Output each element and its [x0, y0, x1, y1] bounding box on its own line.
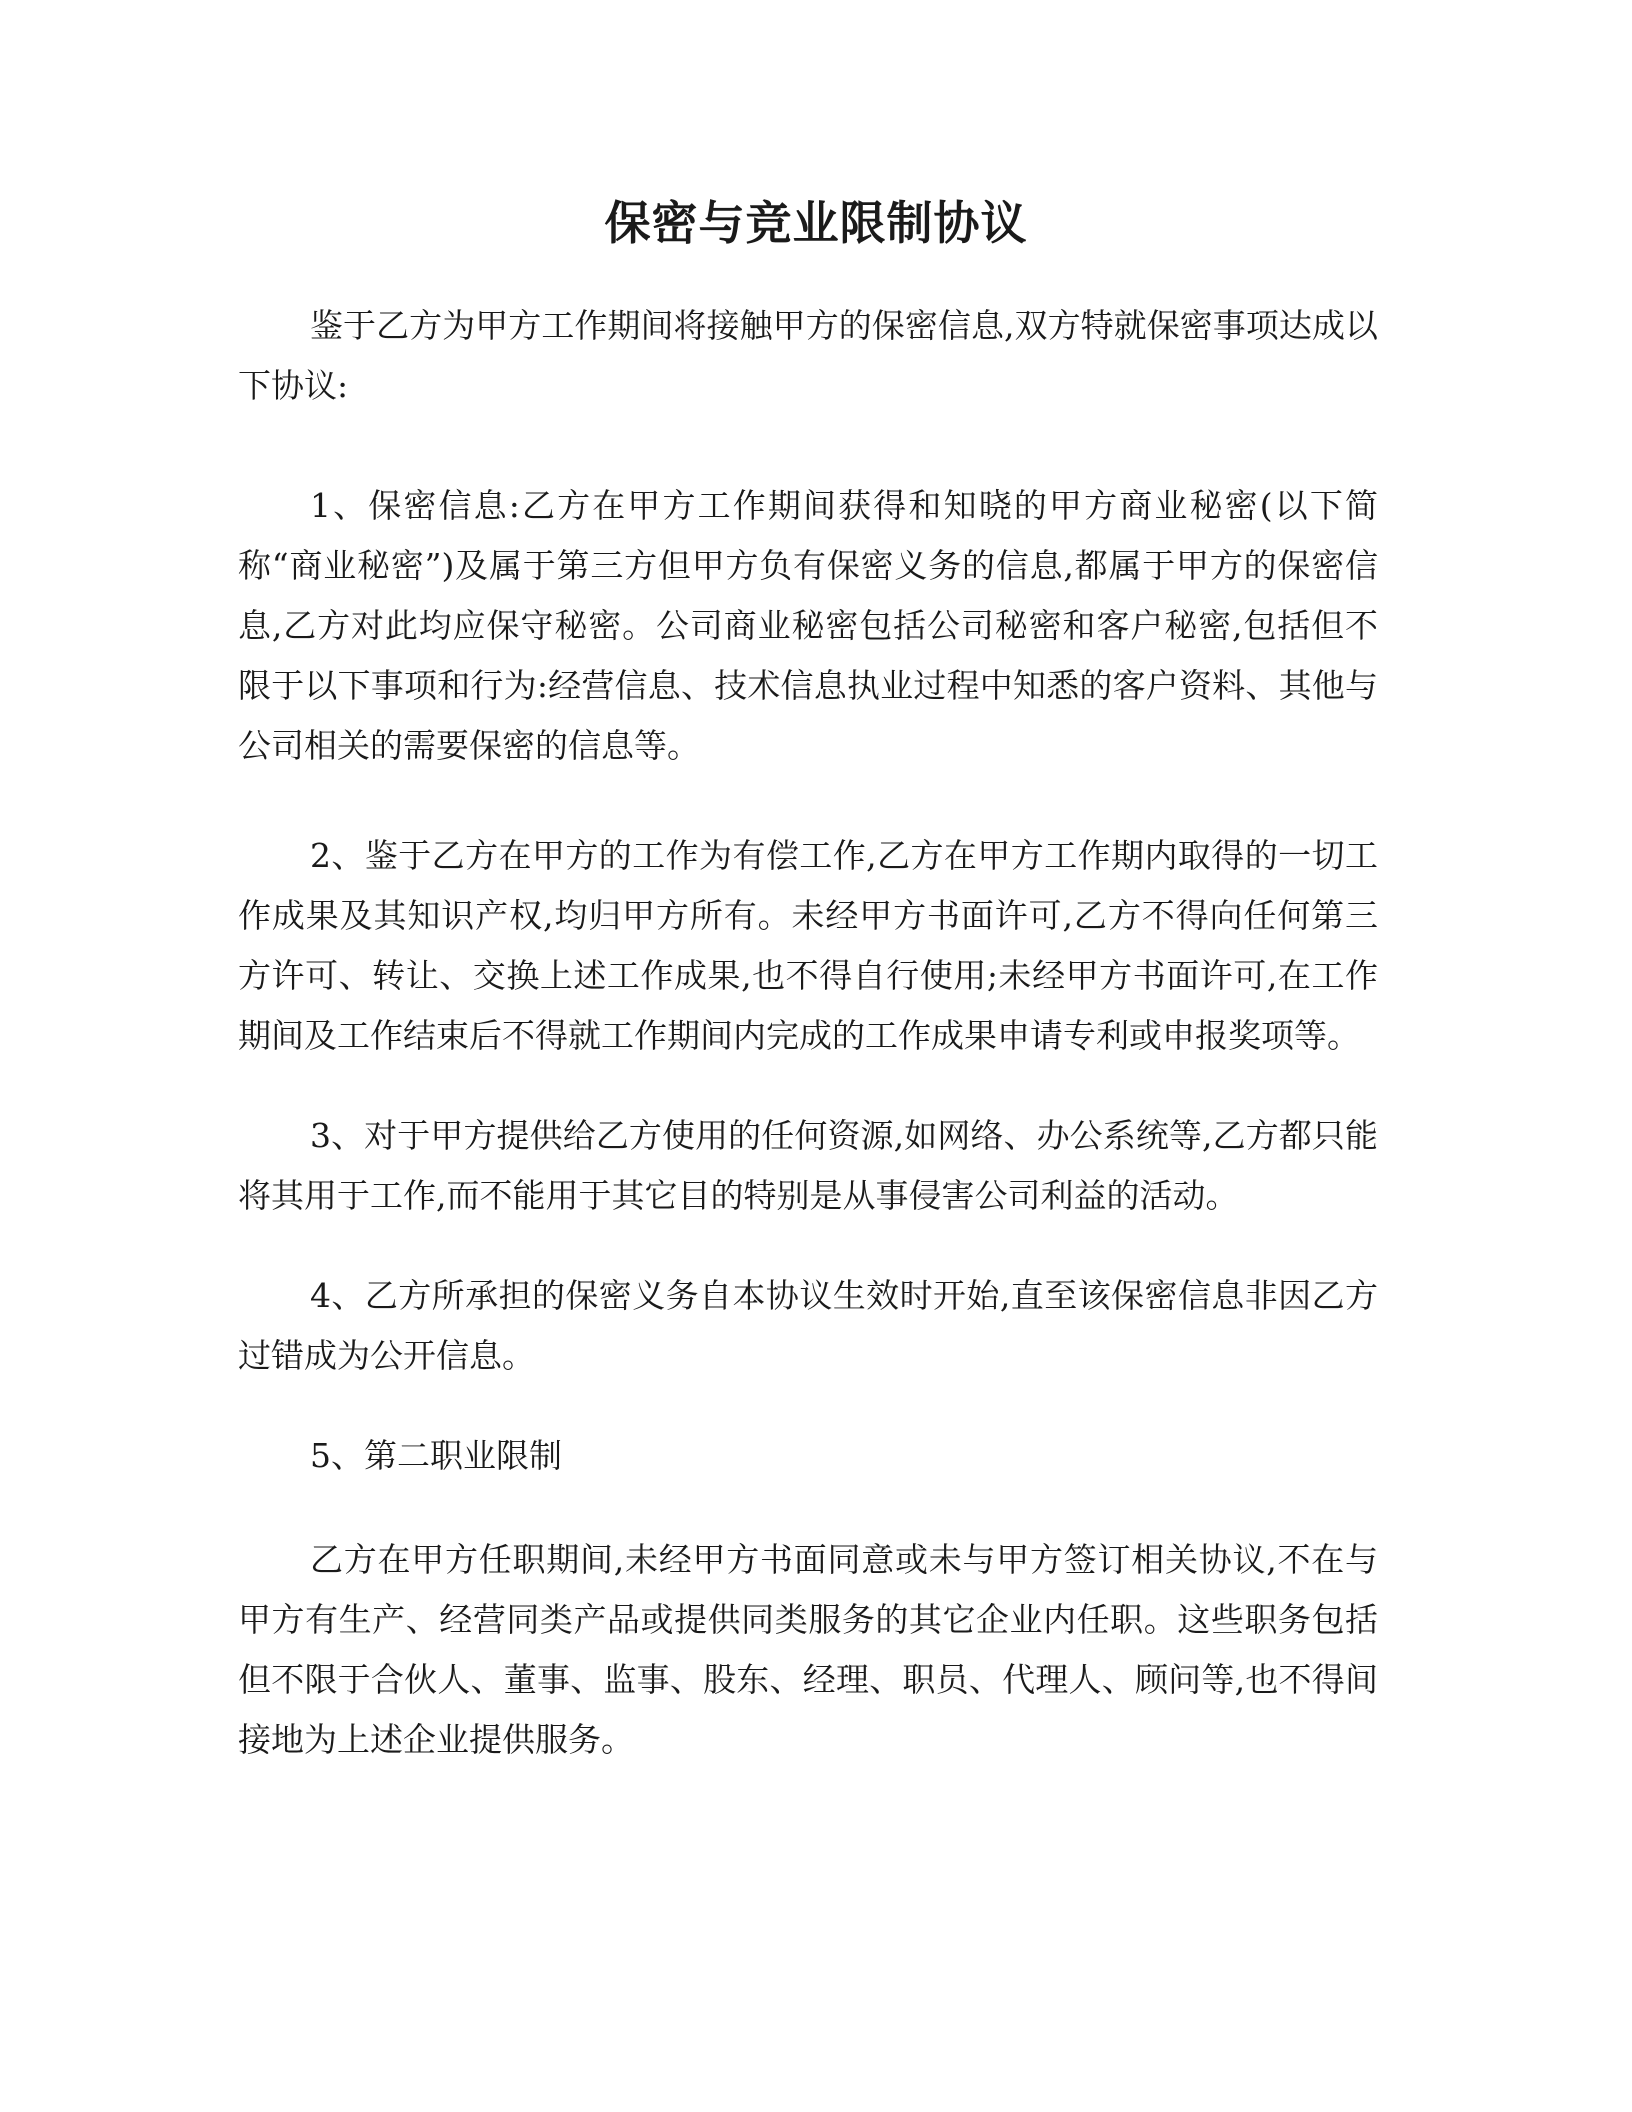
paragraph-second-job-restriction: 乙方在甲方任职期间,未经甲方书面同意或未与甲方签订相关协议,不在与甲方有生产、经营同类产品或提供同类服务的其它企业内任职。这些职务包括但不限于合伙人、董事、监事、股东、经理、职员、代理人、顾问等,也不得间接地为上述企业提供服务。 — [238, 1540, 1378, 1759]
paragraph-confidential-info: 1、保密信息:乙方在甲方工作期间获得和知晓的甲方商业秘密(以下简称“商业秘密”)及属于第三方但甲方负有保密义务的信息,都属于甲方的保密信息,乙方对此均应保守秘密。公司商业秘密包括公司秘密和客户秘密,包括但不限于以下事项和行为:经营信息、技术信息执业过程中知悉的客户资料、其他与公司相关的需要保密的信息等。 — [238, 486, 1378, 765]
paragraph-intro: 鉴于乙方为甲方工作期间将接触甲方的保密信息,双方特就保密事项达成以下协议: — [238, 306, 1378, 405]
paragraph-second-job-heading: 5、第二职业限制 — [310, 1436, 562, 1475]
paragraph-resource-use: 3、对于甲方提供给乙方使用的任何资源,如网络、办公系统等,乙方都只能将其用于工作,而不能用于其它目的特别是从事侵害公司利益的活动。 — [238, 1116, 1378, 1215]
paragraph-confidentiality-period: 4、乙方所承担的保密义务自本协议生效时开始,直至该保密信息非因乙方过错成为公开信息。 — [238, 1276, 1378, 1375]
document-title: 保密与竞业限制协议 — [604, 196, 1028, 250]
paragraph-work-results: 2、鉴于乙方在甲方的工作为有偿工作,乙方在甲方工作期内取得的一切工作成果及其知识产权,均归甲方所有。未经甲方书面许可,乙方不得向任何第三方许可、转让、交换上述工作成果,也不得自行使用;未经甲方书面许可,在工作期间及工作结束后不得就工作期间内完成的工作成果申请专利或申报奖项等。 — [238, 836, 1378, 1055]
document-body — [238, 296, 1378, 1770]
